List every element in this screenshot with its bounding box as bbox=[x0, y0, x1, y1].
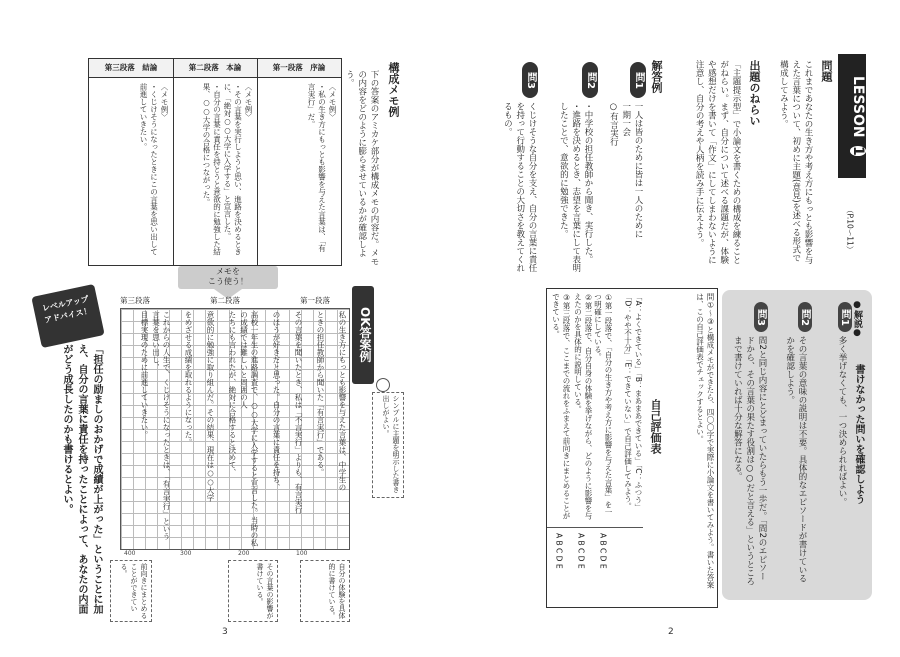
ruler-mark-100: 100 bbox=[296, 550, 308, 557]
self-eval-table bbox=[546, 288, 718, 608]
commentary-item-3: 問2と同じ内容にとどまっていたらもう一歩だ。「問2のエピソードから、その言葉の果たす役割は○○だと言える」というところまで書けていれば十分な解答になる。 bbox=[732, 336, 767, 586]
commentary-q1-label: 問1 bbox=[838, 302, 852, 332]
q2-label: 問2 bbox=[582, 62, 598, 98]
side-note: シンプルに主題を明示した書き出しがよい。 bbox=[372, 392, 404, 498]
eval-item-3: ③第三段落で、ここまでの流れをふまえて前向きにまとめることができている。 bbox=[551, 293, 571, 520]
flower-icon bbox=[376, 378, 390, 392]
answer-col-4: のほうが好きだと思った。自分の言葉に責任を持ち、 bbox=[272, 311, 281, 491]
commentary-title: 書けなかった問いを確認しよう bbox=[853, 364, 864, 504]
answer-col-9: これからの人生で、くじけそうになったときは、「有言実行」という言葉を思い出し、 bbox=[151, 311, 171, 540]
page-number-left: 3 bbox=[222, 627, 228, 637]
grid-ruler bbox=[120, 550, 348, 560]
lesson-number: 1 bbox=[850, 146, 866, 157]
memo-header-3: 第三段落 結論 bbox=[104, 63, 158, 72]
right-page bbox=[450, 0, 900, 657]
answer-q2: ・中学校の担任教師から聞き、実行した。 ・進路を決めるとき、志望を言葉にして表明したことで、意欲的に勉強できた。 bbox=[558, 102, 593, 272]
answer-q1: 一人は皆のために皆は一人のために 一期一会 ○有言実行 bbox=[608, 102, 643, 238]
q1-label: 問1 bbox=[630, 62, 646, 98]
bottom-note-1: 自分の体験を具体的に書けている。 bbox=[300, 560, 350, 622]
aim-text: 「主題提示型」で小論文を書くための構成を練ることがねらい。まず、自分について述べる課題だが、体験や感想だけを書いて「作文」にしてしまわないように注意し、自分の考えや人柄を読み手に伝えよう。 bbox=[694, 60, 741, 264]
answer-col-6: たちにも言われたが、絶対に合格すると決めて、 bbox=[228, 311, 237, 476]
answer-col-5: 高校一年生の進路調査で、○○大学に入学すると宣言した。当時の私の成績では難しいと周囲の人 bbox=[239, 311, 259, 547]
eval-heading: 自己評価表 bbox=[649, 399, 662, 454]
advice-text: 「担任の励ましのおかげで成績が上がった」ということに加え、自分の言葉に責任を持ったことによって、あなたの内面がどう成長したのかも書けるとよい。 bbox=[61, 344, 102, 614]
bottom-note-2: その言葉の影響が書けている。 bbox=[228, 560, 278, 622]
eval-intro: 問①～③と構成メモができたら、四〇〇字で実際に小論文を書いてみよう。書いた答案は、この自己評価表でチェックするとよい。 bbox=[695, 293, 715, 589]
mondai-heading: 問題 bbox=[820, 60, 833, 82]
advice-badge: レベルアップ アドバイス！ bbox=[31, 284, 104, 348]
lesson-header bbox=[838, 54, 866, 178]
page-number-right: 2 bbox=[668, 627, 674, 637]
memo-header-2: 第二段落 本論 bbox=[188, 63, 242, 72]
ok-answer-badge: OK答案例 bbox=[352, 286, 374, 384]
commentary-q2-label: 問2 bbox=[798, 302, 812, 332]
answer-manuscript-grid bbox=[120, 308, 350, 550]
memo-cell-1: 〈メモ例〉 ・私の生き方にもっとも影響を与えた言葉は、「有言実行」だ。 bbox=[307, 83, 337, 252]
ruler-mark-400: 400 bbox=[124, 550, 136, 557]
memo-cell-3: 〈メモ例〉 ・くじけそうになったときにこの言葉を思い出して前進していきたい。 bbox=[139, 83, 169, 256]
bottom-note-3: 前向きにまとめることができている。 bbox=[110, 560, 152, 622]
eval-scale: 「A：よくできている」「B：まあまあできている」「C：ふつう」「D：やや不十分」「E：できていない」で自己評価してみよう。 bbox=[623, 293, 643, 512]
memo-arrow-label: メモを こう使う！ bbox=[178, 266, 278, 289]
commentary-box bbox=[722, 290, 872, 600]
memo-table bbox=[88, 58, 342, 266]
commentary-item-2: その言葉の意味の説明は不要。具体的なエピソードが書けているかを確認しよう。 bbox=[784, 336, 807, 583]
answer-col-8: をめざせる成績を取れるようになった。 bbox=[184, 311, 193, 446]
aim-heading: 出題のねらい bbox=[748, 60, 761, 126]
eval-options-2[interactable]: A B C D E bbox=[576, 533, 586, 569]
answer-q3: くじけそうな自分を支え、自分の言葉に責任を持って行動することの大切さを教えてくれるもの。 bbox=[502, 102, 537, 272]
memo-cell-2: 〈メモ例〉 ・その言葉を実行しようと思い、進路を決めるときに、「絶対○○大学に入学する」と宣言した。 ・自分の言葉に責任を持とうと意欲的に勉強した結果、○○大学の合格につながった。 bbox=[202, 83, 253, 256]
commentary-heading: ●解説● bbox=[852, 300, 862, 338]
eval-options-1[interactable]: A B C D E bbox=[598, 533, 608, 569]
memo-description: 下の答案のアミカケ部分が構成メモの内容だ。メモの内容をどのように膨らませているかが確認しよう。 bbox=[344, 70, 379, 266]
section-label-1: 第一段落 bbox=[300, 296, 330, 305]
answer-col-3: その言葉を聞いたとき、私は「不言実行」よりも、有言実行 bbox=[294, 311, 303, 514]
eval-item-1: ①第一段落で、「自分の生き方や考え方に影響を与えた言葉」を一つ明確にしている。 bbox=[593, 293, 613, 516]
memo-title: 構成メモ例 bbox=[387, 62, 400, 117]
answer-col-1: 私の生き方にもっとも影響を与えた言葉は、中学生の bbox=[338, 311, 347, 491]
page-reference: （P.10～11） bbox=[845, 206, 855, 254]
answer-col-10: 目標実現のために前進していきたい。 bbox=[140, 311, 149, 439]
answer-col-2: ときの担任教師から聞いた「有言実行」である。 bbox=[316, 311, 325, 476]
ruler-mark-300: 300 bbox=[180, 550, 192, 557]
answer-col-7: 意欲的に勉強に取り組んだ。その結果、現在は○○大学 bbox=[206, 311, 215, 502]
lesson-title: LESSON bbox=[850, 75, 866, 138]
eval-item-2: ②第二段落で、自分自身の体験を挙げながら、どのように影響を与えたのかを具体的に説明している。 bbox=[573, 293, 593, 520]
section-label-2: 第二段落 bbox=[210, 296, 240, 305]
mondai-text: これまであなたの生き方や考え方にもっとも影響を与えた言葉について、初めに主題(意見)を述べる形式で構成してみよう。 bbox=[778, 60, 813, 264]
ruler-mark-200: 200 bbox=[238, 550, 250, 557]
section-label-3: 第三段落 bbox=[120, 296, 150, 305]
memo-header-1: 第一段落 序論 bbox=[272, 63, 326, 72]
answer-heading: 解答例 bbox=[650, 60, 663, 93]
commentary-q3-label: 問3 bbox=[754, 302, 768, 332]
q3-label: 問3 bbox=[522, 62, 538, 98]
eval-options-3[interactable]: A B C D E bbox=[554, 533, 564, 569]
commentary-item-1: 多く挙げなくても、一つ決められればよい。 bbox=[837, 336, 847, 506]
